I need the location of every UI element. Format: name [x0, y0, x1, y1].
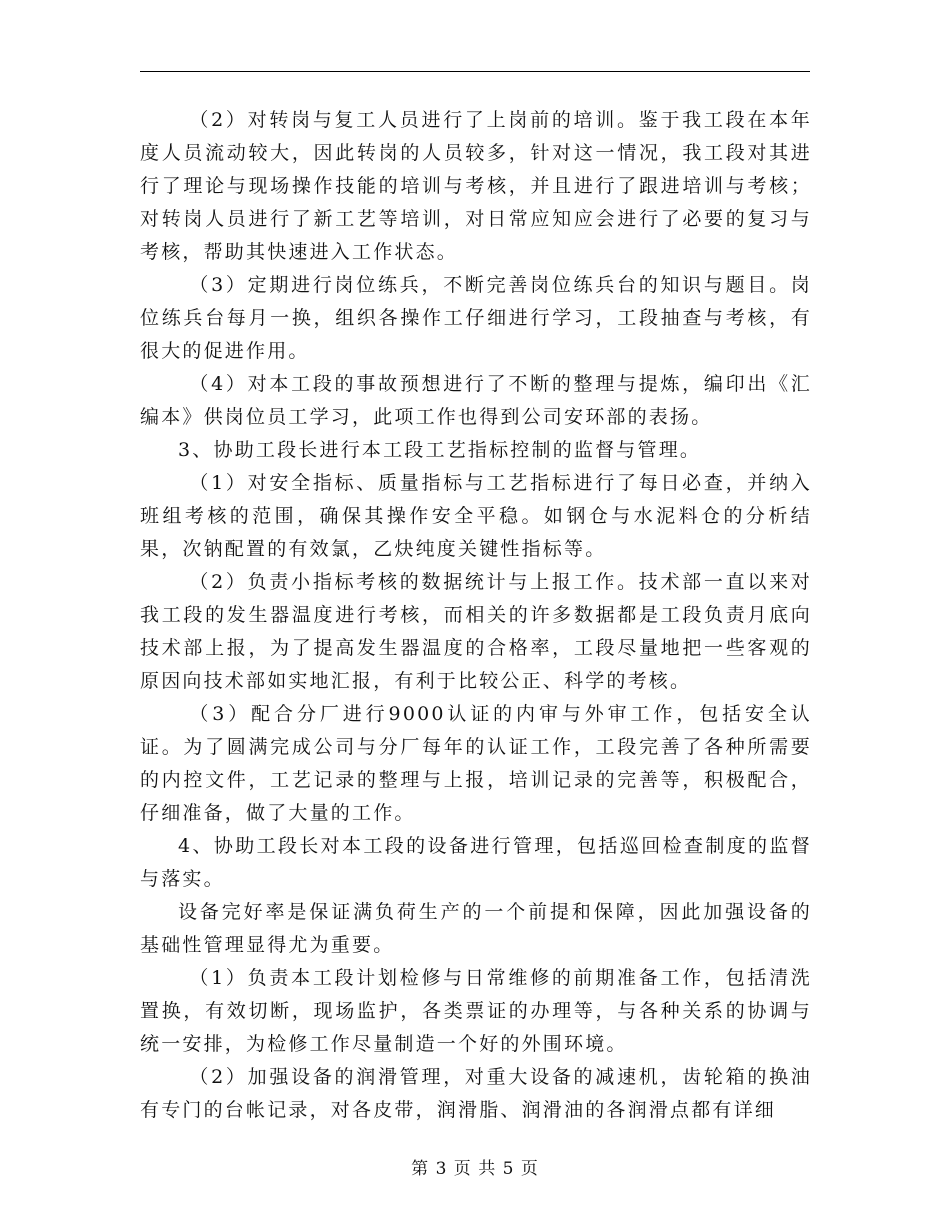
section-heading-equipment: 4、协助工段长对本工段的设备进行管理，包括巡回检查制度的监督与落实。 — [140, 835, 812, 890]
page-number-label: 第 3 页 共 5 页 — [411, 1159, 539, 1179]
paragraph-daily-checks: （1）对安全指标、质量指标与工艺指标进行了每日必查，并纳入班组考核的范围，确保其操作安全平稳。如钢仓与水泥料仓的分析结果，次钠配置的有效氯，乙炔纯度关键性指标等。 — [140, 472, 812, 560]
header-rule — [140, 71, 810, 72]
paragraph-indicator-statistics: （2）负责小指标考核的数据统计与上报工作。技术部一直以来对我工段的发生器温度进行考核，而相关的许多数据都是工段负责月底向技术部上报，为了提高发生器温度的合格率，工段尽量地把一些客观的原因向技术部如实地汇报，有利于比较公正、科学的考核。 — [140, 571, 812, 692]
document-body — [140, 104, 812, 1127]
paragraph-accident-drills: （4）对本工段的事故预想进行了不断的整理与提炼，编印出《汇编本》供岗位员工学习，此项工作也得到公司安环部的表扬。 — [140, 373, 812, 428]
paragraph-retraining: （2）对转岗与复工人员进行了上岗前的培训。鉴于我工段在本年度人员流动较大，因此转岗的人员较多，针对这一情况，我工段对其进行了理论与现场操作技能的培训与考核，并且进行了跟进培训与考核；对转岗人员进行了新工艺等培训，对日常应知应会进行了必要的复习与考核，帮助其快速进入工作状态。 — [140, 109, 812, 263]
section-heading-process-indicators: 3、协助工段长进行本工段工艺指标控制的监督与管理。 — [178, 439, 702, 461]
paragraph-lubrication: （2）加强设备的润滑管理，对重大设备的减速机，齿轮箱的换油有专门的台帐记录，对各皮带，润滑脂、润滑油的各润滑点都有详细 — [140, 1066, 812, 1121]
page-footer — [0, 1154, 950, 1179]
paragraph-maintenance-prep: （1）负责本工段计划检修与日常维修的前期准备工作，包括清洗置换，有效切断，现场监护，各类票证的办理等，与各种关系的协调与统一安排，为检修工作尽量制造一个好的外围环境。 — [140, 967, 812, 1055]
paragraph-equipment-intro: 设备完好率是保证满负荷生产的一个前提和保障，因此加强设备的基础性管理显得尤为重要。 — [140, 901, 812, 956]
paragraph-certification: （3）配合分厂进行9000认证的内审与外审工作，包括安全认证。为了圆满完成公司与分厂每年的认证工作，工段完善了各种所需要的内控文件，工艺记录的整理与上报，培训记录的完善等，积极配合，仔细准备，做了大量的工作。 — [140, 703, 812, 824]
paragraph-post-drills: （3）定期进行岗位练兵，不断完善岗位练兵台的知识与题目。岗位练兵台每月一换，组织各操作工仔细进行学习，工段抽查与考核，有很大的促进作用。 — [140, 274, 812, 362]
